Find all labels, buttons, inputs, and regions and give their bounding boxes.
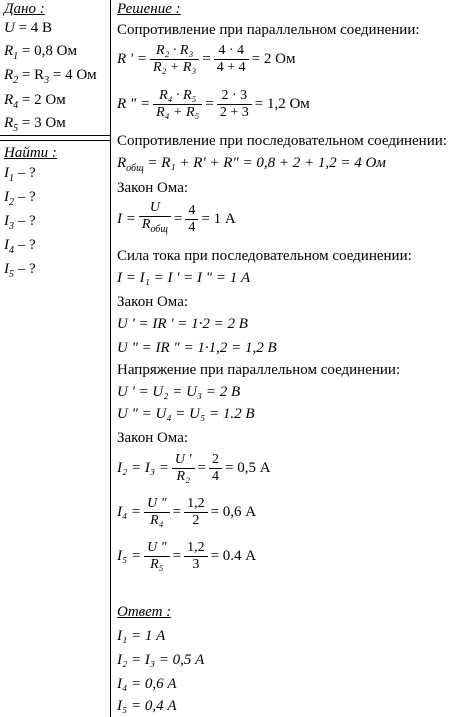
given-item: $R_2 = R_3 = 4$ Ом [4,67,97,86]
formula-r-prime: R ' = $\frac{\text{R₂ · R₃}}{\text{R₂ + R₃}}$ = $\frac{4 \cdot 4}{4 + 4}$ = 2 Ом [117,43,296,75]
find-item: $I_1$ – ? [4,165,36,184]
find-item: $I_4$ – ? [4,237,36,256]
series-formula: $R_{общ} = R_1 + R' + R$" = 0,8 + 2 + 1,2 = 4 Ом [117,155,386,174]
voltage-eq-1: U ' = U₂ = U₃ = 2 В [117,384,241,400]
formula-current: I = $\frac{U}{R_{общ}}$ = $\frac{4}{4}$ = 1 А [117,200,236,235]
given-title: Дано : [4,1,45,17]
find-item: $I_5$ – ? [4,261,36,280]
formula-i4: I₄ = $\frac{U "}{\text{R₄}}$ = $\frac{1,2}{2}$ = 0,6 А [117,496,257,528]
find-item: $I_2$ – ? [4,189,36,208]
ohm-label-3: Закон Ома: [117,430,189,446]
answer-title: Ответ : [117,604,172,620]
given-item: $R_5 = 3$ Ом [4,115,66,134]
answer-item: I₄ = 0,6 А [117,676,177,692]
formula-i2-i3: I₂ = I₃ = $\frac{U '}{\text{R₂}}$ = $\frac{2}{4}$ = 0,5 А [117,452,271,484]
current-formula: I = I₁ = I ' = I " = 1 А [117,270,251,286]
given-item: $R_1 = 0,8$ Ом [4,43,77,62]
ohm-label-2: Закон Ома: [117,294,189,310]
given-divider-2 [0,140,110,141]
voltage-u-prime: U ' = IR ' = 1·2 = 2 В [117,316,248,332]
voltage-eq-2: U " = U₄ = U₅ = 1.2 В [117,406,255,422]
given-item: U = 4 В [4,20,53,36]
formula-i5: I₅ = $\frac{U "}{\text{R₅}}$ = $\frac{1,2}{3}$ = 0.4 А [117,540,257,572]
series-label: Сопротивление при последовательном соединении: [117,133,447,149]
find-item: $I_3$ – ? [4,213,36,232]
answer-item: I₁ = 1 А [117,628,166,644]
ohm-label: Закон Ома: [117,180,189,196]
column-divider [110,0,111,717]
current-label: Сила тока при последовательном соединении: [117,248,412,264]
find-title: Найти : [4,145,57,161]
answer-item: I₂ = I₃ = 0,5 А [117,652,205,668]
formula-r-double-prime: R " = $\frac{\text{R₄ · R₅}}{\text{R₄ + R₅}}$ = $\frac{2 \cdot 3}{2 + 3}$ = 1,2 Ом [117,88,310,120]
answer-item: I₅ = 0,4 А [117,698,177,714]
voltage-label: Напряжение при параллельном соединении: [117,362,401,378]
given-item: $R_4 = 2$ Ом [4,92,66,111]
voltage-u-double-prime: U " = IR " = 1·1,2 = 1,2 В [117,340,277,356]
parallel-label: Сопротивление при параллельном соединении: [117,22,420,38]
solution-title: Решение : [117,1,181,17]
